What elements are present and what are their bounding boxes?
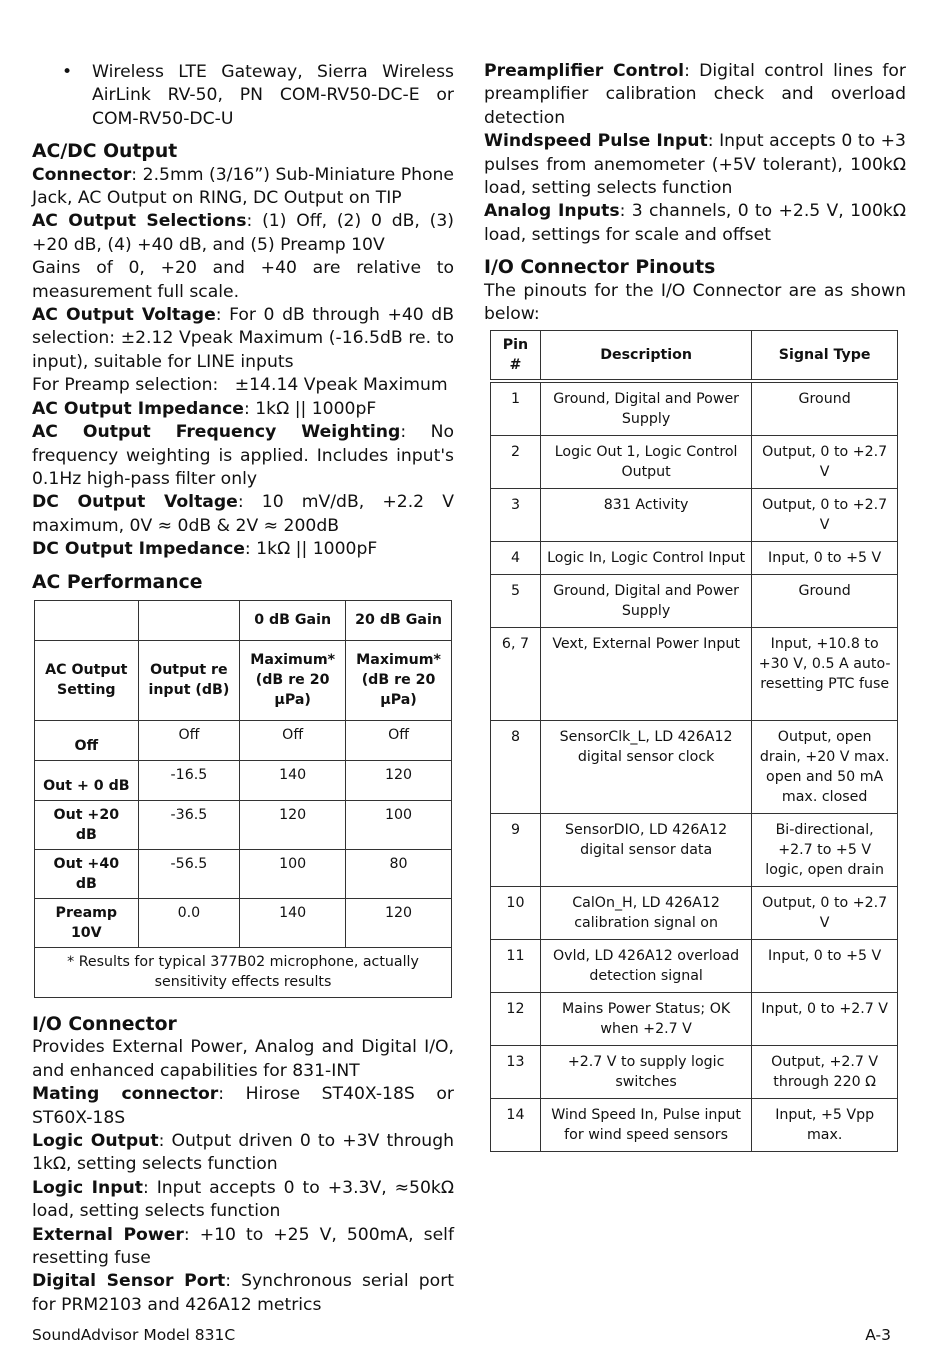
io-external-power — [32, 1224, 454, 1271]
perf-gain0-cell: Off — [240, 720, 346, 760]
pinout-header-signal: Signal Type — [752, 331, 898, 382]
pinout-header-pin: Pin # — [491, 331, 541, 382]
acdc-dc-impedance-text: : 1kΩ || 1000pF — [244, 539, 378, 560]
table-row — [491, 887, 898, 940]
io-digital-sensor — [32, 1270, 454, 1317]
ac-performance-heading: AC Performance — [32, 571, 203, 593]
pin-signal-type: Ground — [752, 381, 898, 436]
table-row — [491, 489, 898, 542]
perf-gain0-cell: 100 — [240, 849, 346, 898]
io-preamp-control-text: : Digital control lines for preamplifier calibration check and overload detection — [484, 61, 906, 128]
perf-header-gain20: 20 dB Gain — [346, 600, 452, 640]
io-intro: Provides External Power, Analog and Digital I/O, and enhanced capabilities for 831-INT — [32, 1037, 454, 1081]
pin-number: 14 — [491, 1099, 541, 1152]
perf-setting-cell: Out + 0 dB — [35, 760, 139, 800]
pin-description: Vext, External Power Input — [540, 628, 751, 721]
footer-page-number: A-3 — [865, 1326, 891, 1344]
pin-signal-type: Input, 0 to +5 V — [752, 542, 898, 575]
io-logic-output — [32, 1130, 454, 1177]
io-preamp-control-label: Preamplifier Control — [484, 61, 685, 81]
io-logic-input-text: : Input accepts 0 to +3.3V, ≈50kΩ load, setting selects function — [32, 1177, 454, 1222]
acdc-selections-label: AC Output Selections — [32, 211, 247, 232]
perf-footnote: * Results for typical 377B02 microphone, actually sensitivity effects results — [35, 947, 452, 997]
pin-description: Logic In, Logic Control Input — [540, 542, 751, 575]
intro-bullet-item: • Wireless LTE Gateway, Sierra Wireless AirLink RV-50, PN COM-RV50-DC-E or COM-RV50-DC-U — [62, 61, 454, 131]
perf-header-max20: Maximum* (dB re 20 μPa) — [346, 640, 452, 720]
table-row — [491, 628, 898, 721]
pin-number: 1 — [491, 381, 541, 436]
acdc-weighting — [32, 421, 454, 491]
left-column — [32, 60, 454, 1317]
io-windspeed-label: Windspeed Pulse Input — [484, 131, 708, 152]
pin-number: 9 — [491, 814, 541, 887]
io-preamp-control — [484, 60, 906, 130]
perf-gain0-cell: 140 — [240, 898, 346, 947]
pin-number: 4 — [491, 542, 541, 575]
pin-description: SensorDIO, LD 426A12 digital sensor data — [540, 814, 751, 887]
acdc-connector-text: : 2.5mm (3/16”) Sub-Miniature Phone Jack, AC Output on RING, DC Output on TIP — [32, 164, 454, 209]
pin-description: Mains Power Status; OK when +2.7 V — [540, 993, 751, 1046]
pin-description: Ground, Digital and Power Supply — [540, 381, 751, 436]
footer-title: SoundAdvisor Model 831C — [32, 1326, 236, 1344]
pin-description: Wind Speed In, Pulse input for wind speed sensors — [540, 1099, 751, 1152]
pin-number: 12 — [491, 993, 541, 1046]
perf-gain20-cell: 120 — [346, 760, 452, 800]
pin-description: 831 Activity — [540, 489, 751, 542]
perf-column-header-row — [35, 640, 452, 720]
pin-number: 11 — [491, 940, 541, 993]
perf-gain20-cell: 80 — [346, 849, 452, 898]
pin-description: SensorClk_L, LD 426A12 digital sensor clock — [540, 721, 751, 814]
pin-number: 8 — [491, 721, 541, 814]
perf-setting-cell: Out +20 dB — [35, 800, 139, 849]
perf-gain0-cell: 120 — [240, 800, 346, 849]
io-windspeed-text: : Input accepts 0 to +3 pulses from anemometer (+5V tolerant), 100kΩ load, setting selects function — [484, 131, 906, 199]
io-digital-sensor-label: Digital Sensor Port — [32, 1271, 226, 1292]
io-logic-input — [32, 1177, 454, 1224]
acdc-dc-impedance-label: DC Output Impedance — [32, 539, 245, 560]
perf-footnote-row — [35, 947, 452, 997]
perf-output-cell: 0.0 — [138, 898, 240, 947]
pin-signal-type: Input, 0 to +5 V — [752, 940, 898, 993]
io-logic-input-label: Logic Input — [32, 1177, 143, 1198]
perf-gain20-cell: 100 — [346, 800, 452, 849]
pin-description: Logic Out 1, Logic Control Output — [540, 436, 751, 489]
intro-bullet-list — [62, 61, 454, 131]
pin-signal-type: Output, 0 to +2.7 V — [752, 887, 898, 940]
pin-signal-type: Ground — [752, 575, 898, 628]
table-row — [491, 575, 898, 628]
acdc-weighting-text: : No frequency weighting is applied. Includes input's 0.1Hz high-pass filter only — [32, 422, 454, 489]
perf-header-output: Output re input (dB) — [138, 640, 240, 720]
io-connector-heading: I/O Connector — [32, 1013, 177, 1035]
table-row — [491, 381, 898, 436]
pin-description: CalOn_H, LD 426A12 calibration signal on — [540, 887, 751, 940]
acdc-voltage-label: AC Output Voltage — [32, 305, 216, 326]
acdc-connector-label: Connector — [32, 164, 132, 185]
acdc-dc-impedance — [32, 538, 454, 561]
perf-output-cell: Off — [138, 720, 240, 760]
perf-gain20-cell: 120 — [346, 898, 452, 947]
acdc-weighting-label: AC Output Frequency Weighting — [32, 422, 401, 443]
pinout-header-row — [491, 331, 898, 382]
table-row — [491, 1046, 898, 1099]
io-analog-inputs-label: Analog Inputs — [484, 201, 620, 222]
pin-signal-type: Output, +2.7 V through 220 Ω — [752, 1046, 898, 1099]
perf-setting-cell: Preamp 10V — [35, 898, 139, 947]
table-row — [35, 800, 452, 849]
acdc-impedance-text: : 1kΩ || 1000pF — [243, 398, 377, 419]
io-digital-sensor-text: : Synchronous serial port for PRM2103 and 426A12 metrics — [32, 1271, 454, 1315]
acdc-dc-voltage — [32, 491, 454, 538]
perf-output-cell: -36.5 — [138, 800, 240, 849]
perf-setting-cell: Out +40 dB — [35, 849, 139, 898]
io-analog-inputs-text: : 3 channels, 0 to +2.5 V, 100kΩ load, settings for scale and offset — [484, 201, 906, 245]
pin-description: Ground, Digital and Power Supply — [540, 575, 751, 628]
acdc-selections — [32, 210, 454, 257]
perf-output-cell: -56.5 — [138, 849, 240, 898]
pinouts-intro: The pinouts for the I/O Connector are as shown below: — [484, 280, 906, 325]
table-row — [491, 436, 898, 489]
table-row — [491, 940, 898, 993]
table-row — [491, 542, 898, 575]
pinout-header-description: Description — [540, 331, 751, 382]
pin-signal-type: Input, +5 Vpp max. — [752, 1099, 898, 1152]
pin-number: 6, 7 — [491, 628, 541, 721]
table-row — [35, 898, 452, 947]
io-mating — [32, 1083, 454, 1130]
pin-signal-type: Output, 0 to +2.7 V — [752, 436, 898, 489]
io-external-power-text: : +10 to +25 V, 500mA, self resetting fuse — [32, 1224, 454, 1268]
acdc-selections-text: : (1) Off, (2) 0 dB, (3) +20 dB, (4) +40 dB, and (5) Preamp 10V — [32, 211, 455, 255]
pin-number: 10 — [491, 887, 541, 940]
pin-signal-type: Input, +10.8 to +30 V, 0.5 A auto-resetting PTC fuse — [752, 628, 898, 721]
table-row — [491, 1099, 898, 1152]
pin-signal-type: Output, 0 to +2.7 V — [752, 489, 898, 542]
pin-signal-type: Input, 0 to +2.7 V — [752, 993, 898, 1046]
acdc-heading: AC/DC Output — [32, 141, 178, 163]
table-row — [491, 721, 898, 814]
pin-number: 5 — [491, 575, 541, 628]
pin-description: Ovld, LD 426A12 overload detection signal — [540, 940, 751, 993]
acdc-preamp: For Preamp selection: ±14.14 Vpeak Maximum — [32, 375, 448, 396]
table-row — [491, 993, 898, 1046]
perf-gain0-cell: 140 — [240, 760, 346, 800]
perf-header-max0: Maximum* (dB re 20 μPa) — [240, 640, 346, 720]
io-analog-inputs — [484, 200, 906, 247]
pinout-table — [490, 330, 898, 1152]
pin-description: +2.7 V to supply logic switches — [540, 1046, 751, 1099]
io-windspeed — [484, 130, 906, 200]
perf-header-gain0: 0 dB Gain — [240, 600, 346, 640]
acdc-dc-voltage-label: DC Output Voltage — [32, 492, 238, 513]
perf-gain-header-row — [35, 600, 452, 640]
table-row — [35, 720, 452, 760]
ac-performance-table — [34, 600, 452, 998]
perf-header-setting: AC Output Setting — [35, 640, 139, 720]
pin-signal-type: Bi-directional, +2.7 to +5 V logic, open drain — [752, 814, 898, 887]
table-row — [35, 760, 452, 800]
perf-empty-cell — [35, 600, 139, 640]
acdc-impedance — [32, 398, 454, 421]
table-row — [491, 814, 898, 887]
io-external-power-label: External Power — [32, 1224, 184, 1245]
perf-setting-cell: Off — [35, 720, 139, 760]
perf-gain20-cell: Off — [346, 720, 452, 760]
acdc-voltage-text: : For 0 dB through +40 dB selection: ±2.12 Vpeak Maximum (-16.5dB re. to input), suitable for LINE inputs — [32, 305, 454, 372]
perf-empty-cell — [138, 600, 240, 640]
acdc-gains: Gains of 0, +20 and +40 are relative to measurement full scale. — [32, 258, 454, 302]
acdc-impedance-label: AC Output Impedance — [32, 398, 244, 419]
io-mating-text: : Hirose ST40X-18S or ST60X-18S — [32, 1084, 454, 1128]
pin-number: 2 — [491, 436, 541, 489]
right-column — [484, 60, 906, 1152]
pin-signal-type: Output, open drain, +20 V max. open and 50 mA max. closed — [752, 721, 898, 814]
acdc-connector — [32, 164, 454, 211]
io-mating-label: Mating connector — [32, 1084, 219, 1105]
io-logic-output-text: : Output driven 0 to +3V through 1kΩ, setting selects function — [32, 1130, 455, 1175]
pinouts-heading: I/O Connector Pinouts — [484, 257, 716, 279]
acdc-dc-voltage-text: : 10 mV/dB, +2.2 V maximum, 0V ≈ 0dB & 2V ≈ 200dB — [32, 492, 454, 536]
pin-number: 13 — [491, 1046, 541, 1099]
table-row — [35, 849, 452, 898]
pin-number: 3 — [491, 489, 541, 542]
perf-output-cell: -16.5 — [138, 760, 240, 800]
io-logic-output-label: Logic Output — [32, 1130, 159, 1151]
acdc-voltage — [32, 304, 454, 374]
